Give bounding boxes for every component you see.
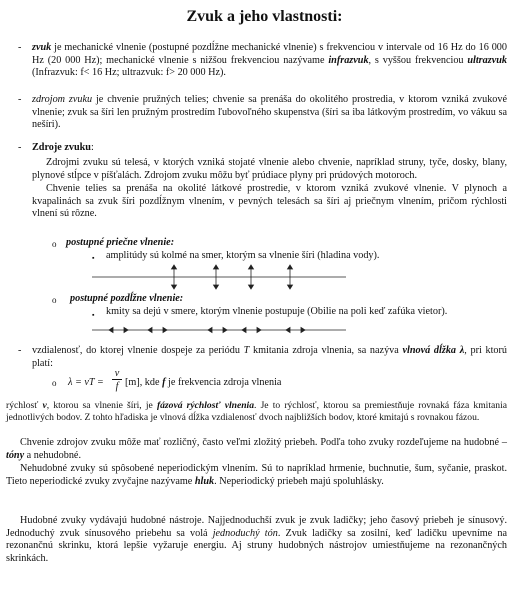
term-tony: tóny xyxy=(6,449,25,461)
paragraph-hudobne-zvuky xyxy=(6,515,507,565)
text: Chvenie zdrojov zvuku môže mať rozličný, často veľmi zložitý priebeh. Podľa toho zvuky rozdeľujeme na hudobné – xyxy=(20,437,507,448)
term-fazova-rychlost: fázová rýchlosť vlnenia xyxy=(156,400,255,411)
square-bullet: ▪ xyxy=(92,254,95,262)
text: je chvenie pružných telies; chvenie sa prenáša do okolitého prostredia, v ktorom vzniká zvukové vlnenie; zvuk sa šíri len pružným prostredím ľubovoľného skupenstva (šíri sa iba látkovým prostredím, vo vákuu sa nešíri). xyxy=(32,94,507,131)
paragraph-zdroje-2: Chvenie telies sa prenáša na okolité látkové prostredie, v ktorom vzniká zvukové vlnenie. V plynoch a kvapalinách sa zvuk šíri pozdĺžnym vlnením, v pevných telesách sa šíri aj priečnym vlnením, pričom rýchlosti vlnení sú rôzne. xyxy=(32,183,507,220)
bullet-dash: - xyxy=(18,142,22,153)
paragraph-fazova-rychlost xyxy=(6,400,507,423)
paragraph-vlnova-dlzka xyxy=(32,345,507,370)
formula-lhs: λ = vT = xyxy=(68,377,104,388)
term-ultrazvuk: ultrazvuk xyxy=(467,54,507,66)
text: : xyxy=(90,142,94,153)
symbol-v: v xyxy=(42,400,47,411)
page-title: Zvuk a jeho vlastnosti: xyxy=(186,8,343,25)
text: , ktorou sa vlnenie šíri, je xyxy=(46,400,157,411)
text: a nehudobné. xyxy=(24,449,81,461)
text: postupné pozdĺžne vlnenie: xyxy=(70,293,184,304)
symbol-f: f xyxy=(162,377,166,388)
circle-bullet: o xyxy=(52,295,57,305)
formula-numerator: v xyxy=(114,368,120,379)
text: kmitania zdroja vlnenia, sa nazýva xyxy=(249,345,403,356)
sublist-text-transverse: amplitúdy sú kolmé na smer, ktorým sa vlnenie šíri (hladina vody). xyxy=(106,250,380,261)
text: je frekvencia zdroja vlnenia xyxy=(165,377,282,388)
text: [m], kde xyxy=(125,377,163,388)
circle-bullet: o xyxy=(52,239,57,249)
bullet-dash: - xyxy=(18,94,22,105)
text: je mechanické vlnenie (postupné pozdĺžne mechanické vlnenie) s frekvenciou v intervale od 16 Hz do 16 000 Hz (20 000 Hz); mechanické vlnenie s nižšou frekvenciou nazývame xyxy=(32,42,507,66)
text: , pri ktorú platí: xyxy=(32,345,508,369)
section-heading: Zdroje zvuku xyxy=(32,142,91,153)
text: . Zvuk ladičky sa zosilní, keď ladičku upevníme na rezonančnú skrinku, ktorá lepšie vyžaruje energiu. Aj struny hudobných nástrojov umiestňujeme na rezonančných skrinkách. xyxy=(6,527,507,564)
term-hluk: hluk xyxy=(194,475,215,487)
text: . Neperiodický priebeh majú spoluhlásky. xyxy=(214,475,384,487)
text: , s vyššou frekvenciou xyxy=(368,54,468,66)
square-bullet: ▪ xyxy=(92,311,95,319)
paragraph-zdroje-1: Zdrojmi zvuku sú telesá, v ktorých vzniká stojaté vlnenie alebo chvenie, napríklad struny, tyče, dosky, blany, plynové stĺpce v píšťalách. Zdrojom zvuku môžu byť prúdiace plyny pri prúdových motoroch. xyxy=(32,157,507,181)
bullet-dash: - xyxy=(18,42,22,53)
term-jednoduchy-ton: jednoduchý tón xyxy=(212,527,278,539)
circle-bullet: o xyxy=(52,378,57,388)
formula-description xyxy=(125,377,281,390)
text: vzdialenosť, do ktorej vlnenie dospeje za periódu xyxy=(32,345,244,356)
formula-denominator: f xyxy=(115,381,119,392)
text: . Je to rýchlosť, ktorou sa premiestňuje rovnaká fáza kmitania jednotlivých bodov. Z tohto hľadiska je vlnová dĺžka vzdialenosť dvoch najbližších bodov, ktoré kmitajú s rovnakou fázou. xyxy=(6,400,507,423)
text: rýchlosť xyxy=(6,400,43,411)
term-zdrojom-zvuku: zdrojom zvuku xyxy=(32,94,93,105)
text: (Infrazvuk: f< 16 Hz; ultrazvuk: f> 20 000 Hz). xyxy=(32,67,226,79)
term-infrazvuk: infrazvuk xyxy=(328,54,369,66)
formula-fraction xyxy=(112,368,122,393)
sublist-text-longitudinal: kmity sa dejú v smere, ktorým vlnenie postupuje (Obilie na poli keď zafúka vietor). xyxy=(106,306,448,317)
term-zvuk: zvuk xyxy=(32,42,52,53)
paragraph-hluk xyxy=(6,463,507,488)
text: Nehudobné zvuky sú spôsobené neperiodickým vlnením. Sú to napríklad hrmenie, buchnutie, šum, syčanie, praskot. Tieto neperiodické zvuky zvyčajne nazývame xyxy=(6,463,507,487)
term-vlnova-dlzka: vlnová dĺžka λ xyxy=(402,345,465,356)
text: postupné priečne vlnenie: xyxy=(66,237,175,248)
text: Hudobné zvuky vydávajú hudobné nástroje. Najjednoduchší zvuk je zvuk ladičky; jeho časový priebeh je sínusový. Jednoduchý zvuk sínusového priebehu sa volá xyxy=(6,515,507,539)
bullet-dash: - xyxy=(18,345,22,356)
symbol-T: T xyxy=(243,345,250,356)
paragraph-tony xyxy=(6,437,507,462)
